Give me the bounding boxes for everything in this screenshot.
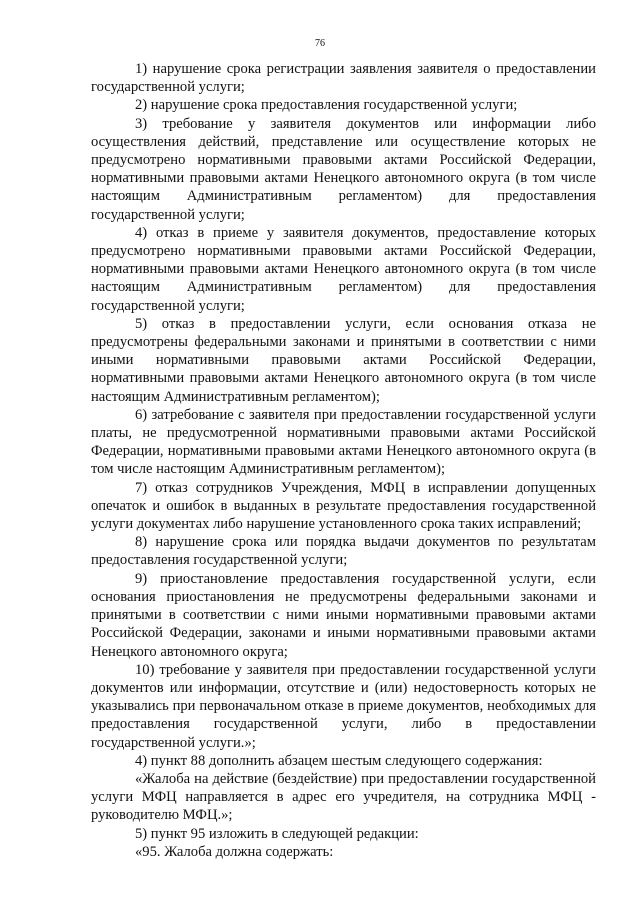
paragraph-clause-5: 5) пункт 95 изложить в следующей редакции: [135, 825, 419, 842]
paragraph-item-5: 5) отказ в предоставлении услуги, если основания отказа не предусмотрены федеральными законами и принятыми в соответствии с ними иными нормативными правовыми актами Российской Федерации, нормативными правовыми актами Ненецкого автономного округа (в том числе настоящим Административным регламентом); [91, 315, 596, 405]
paragraph-item-2: 2) нарушение срока предоставления государственной услуги; [135, 97, 518, 114]
paragraph-item-6: 6) затребование с заявителя при предоставлении государственной услуги платы, не предусмотренной нормативными правовыми актами Российской Федерации, нормативными правовыми актами Ненецкого автономного округа (в том числе настоящим Административным регламентом); [91, 406, 596, 478]
paragraph-item-3: 3) требование у заявителя документов или информации либо осуществления действий, представление или осуществление которых не предусмотрено нормативными правовыми актами Российской Федерации, нормативными правовыми актами Ненецкого автономного округа (в том числе настоящим Административным регламентом) для предоставления государственной услуги; [91, 115, 596, 223]
paragraph-clause-95: «95. Жалоба должна содержать: [135, 843, 334, 860]
paragraph-item-10: 10) требование у заявителя при предоставлении государственной услуги документов или информации, отсутствие и (или) недостоверность которых не указывались при первоначальном отказе в приеме документов, необходимых для предоставления государственной услуги, либо в предоставлении государственной услуги.»; [91, 661, 596, 751]
paragraph-item-1: 1) нарушение срока регистрации заявления заявителя о предоставлении государственной услуги; [91, 61, 596, 96]
paragraph-item-4: 4) отказ в приеме у заявителя документов, предоставление которых предусмотрено нормативными правовыми актами Российской Федерации, нормативными правовыми актами Ненецкого автономного округа (в том числе настоящим Административным регламентом) для предоставления государственной услуги; [91, 224, 596, 314]
paragraph-item-7: 7) отказ сотрудников Учреждения, МФЦ в исправлении допущенных опечаток и ошибок в выданных в результате предоставления государственной услуги документах либо нарушение установленного срока таких исправлений; [91, 479, 596, 533]
paragraph-complaint-mfc: «Жалоба на действие (бездействие) при предоставлении государственной услуги МФЦ направляется в адрес его учредителя, на сотрудника МФЦ - руководителю МФЦ.»; [91, 770, 596, 824]
page-number: 76 [315, 38, 325, 49]
paragraph-item-8: 8) нарушение срока или порядка выдачи документов по результатам предоставления государственной услуги; [91, 534, 596, 569]
paragraph-item-9: 9) приостановление предоставления государственной услуги, если основания приостановления не предусмотрены федеральными законами и принятыми в соответствии с ними иными нормативными правовыми актами Российской Федерации, законами и иными нормативными правовыми актами Ненецкого автономного округа; [91, 570, 596, 660]
paragraph-clause-4: 4) пункт 88 дополнить абзацем шестым следующего содержания: [135, 752, 543, 769]
document-body [91, 60, 596, 861]
